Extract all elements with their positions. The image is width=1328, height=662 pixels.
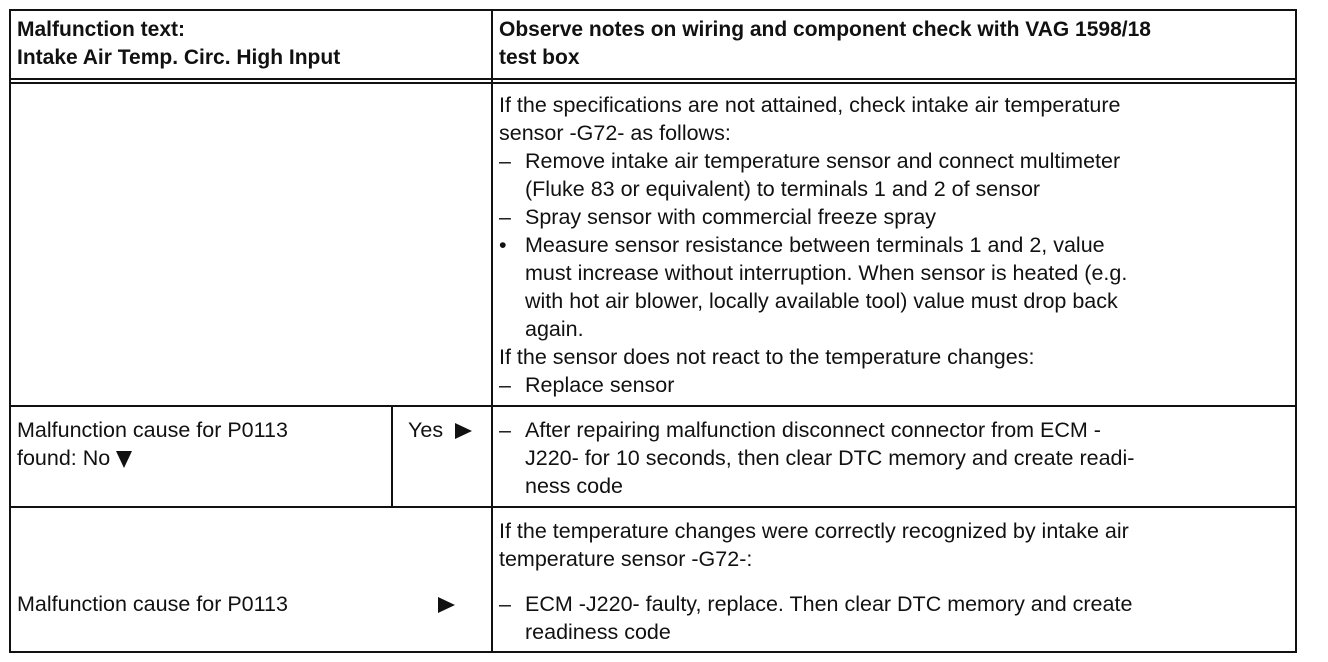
row2-yes-cell [408,416,488,444]
row1-step3-line-3: with hot air blower, locally available tool) value must drop back [525,289,1118,313]
row1-step-measure-resistance [499,231,1291,343]
row3-step-line-2: readiness code [525,620,671,644]
row1-step1-line-2: (Fluke 83 or equivalent) to terminals 1 and 2 of sensor [525,177,1041,201]
header-observe-notes [499,16,1291,72]
row1-step2-line-1: Spray sensor with commercial freeze spray [525,205,937,229]
row1-step3-line-2: must increase without interruption. When sensor is heated (e.g. [525,261,1128,285]
header-malfunction-text [17,16,485,72]
row-divider-2 [9,506,1297,508]
column-divider-main [491,9,493,653]
row3-intro-line-1: If the temperature changes were correctly recognized by intake air [499,519,1129,543]
column-divider-yes [391,405,393,506]
dash-marker: – [499,373,511,397]
row3-step-replace-ecm [499,590,1291,646]
row2-left-line-2-wrap [17,444,387,472]
dash-marker: – [499,592,511,616]
row2-left-line-1: Malfunction cause for P0113 [17,418,288,442]
row2-step-line-1: After repairing malfunction disconnect connector from ECM - [525,418,1101,442]
header-right-line-2: test box [499,46,580,69]
row3-instructions [499,517,1291,646]
row3-step-line-1: ECM -J220- faulty, replace. Then clear DTC memory and create [525,592,1133,616]
row2-yes-label: Yes [408,418,444,442]
row2-step-line-2: J220- for 10 seconds, then clear DTC memory and create readi- [525,446,1135,470]
row3-intro-line-2: temperature sensor -G72-: [499,547,753,571]
arrow-right-icon [438,597,455,613]
row2-left-line-2: found: No [17,446,111,470]
header-right-line-1: Observe notes on wiring and component check with VAG 1598/18 [499,18,1151,41]
dash-marker: – [499,418,511,442]
dash-marker: – [499,149,511,173]
header-left-line-1: Malfunction text: [17,18,185,41]
row1-step3-line-1: Measure sensor resistance between terminals 1 and 2, value [525,233,1105,257]
row1-condition-line: If the sensor does not react to the temperature changes: [499,345,1035,369]
row3-left-line-1: Malfunction cause for P0113 [17,592,288,616]
row1-step-remove-sensor [499,147,1291,203]
row2-instructions [499,416,1291,500]
row1-step-freeze-spray [499,203,1291,231]
row2-malfunction-cause [17,416,387,472]
row1-step1-line-1: Remove intake air temperature sensor and connect multimeter [525,149,1121,173]
row-divider-1 [9,405,1297,407]
row1-instructions [499,91,1291,399]
bullet-marker: • [499,233,507,257]
header-divider [9,78,1297,84]
row1-step3-line-4: again. [525,317,584,341]
header-left-line-2: Intake Air Temp. Circ. High Input [17,46,341,69]
arrow-down-icon [116,451,132,468]
arrow-right-icon [455,423,472,439]
row2-step-repair [499,416,1291,500]
row1-step-replace-sensor [499,371,1291,399]
row2-step-line-3: ness code [525,474,624,498]
row1-intro-line-1: If the specifications are not attained, check intake air temperature [499,93,1121,117]
dash-marker: – [499,205,511,229]
row3-malfunction-cause [17,590,387,618]
row1-step4-line-1: Replace sensor [525,373,675,397]
row1-intro-line-2: sensor -G72- as follows: [499,121,731,145]
